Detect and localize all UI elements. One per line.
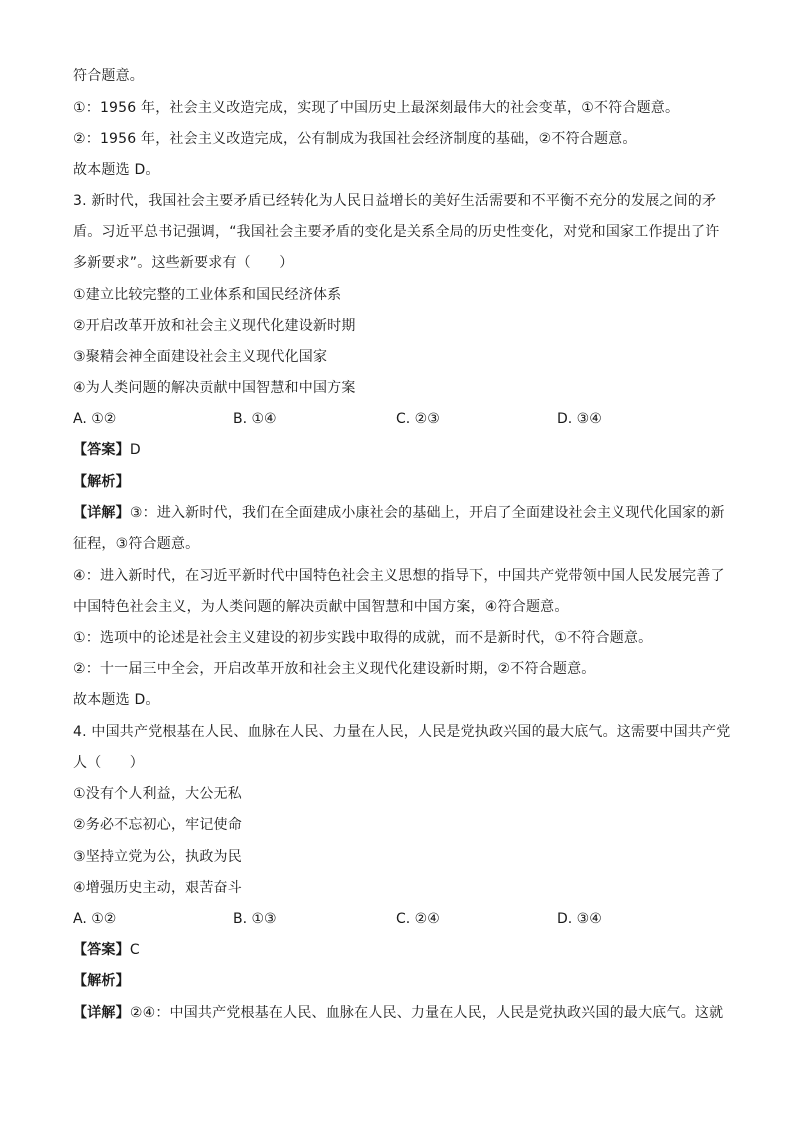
question-4-detail — [73, 1003, 723, 1023]
detail-label: 【详解】 — [73, 505, 130, 521]
answer-label: 【答案】 — [73, 942, 130, 958]
detail-label: 【详解】 — [73, 1005, 130, 1021]
question-3-item: ②开启改革开放和社会主义现代化建设新时期 — [73, 318, 356, 334]
question-3-item: ③聚精会神全面建设社会主义现代化国家 — [73, 349, 328, 365]
text-line: ②：十一届三中全会，开启改革开放和社会主义现代化建设新时期，②不符合题意。 — [73, 661, 596, 677]
question-3-stem: 盾。习近平总书记强调，“我国社会主要矛盾的变化是关系全局的历史性变化，对党和国家工作提出了许 — [73, 224, 720, 240]
question-3-stem: 多新要求”。这些新要求有（ ） — [73, 255, 294, 271]
question-4-item: ④增强历史主动，艰苦奋斗 — [73, 880, 242, 896]
question-4-item: ②务必不忘初心，牢记使命 — [73, 817, 242, 833]
detail-text: ③：进入新时代，我们在全面建成小康社会的基础上，开启了全面建设社会主义现代化国家的新 — [129, 505, 725, 521]
text-line: 故本题选 D。 — [73, 162, 160, 178]
question-4-option-d: D. ③④ — [557, 911, 602, 927]
question-4-option-b: B. ①③ — [233, 911, 277, 927]
text-line: ②：1956 年，社会主义改造完成，公有制成为我国社会经济制度的基础，②不符合题意。 — [73, 131, 637, 147]
question-4-item: ③坚持立党为公，执政为民 — [73, 849, 242, 865]
answer-label: 【答案】 — [73, 442, 130, 458]
text-line: ①：1956 年，社会主义改造完成，实现了中国历史上最深刻最伟大的社会变革，①不符合题意。 — [73, 100, 680, 116]
question-3-option-a: A. ①② — [73, 411, 117, 427]
question-3-answer — [73, 440, 141, 460]
answer-value: C — [129, 942, 140, 958]
detail-text: ②④：中国共产党根基在人民、血脉在人民、力量在人民，人民是党执政兴国的最大底气。这就 — [129, 1005, 724, 1021]
question-3-item: ①建立比较完整的工业体系和国民经济体系 — [73, 287, 342, 303]
question-3-stem: 3. 新时代，我国社会主要矛盾已经转化为人民日益增长的美好生活需要和不平衡不充分的发展之间的矛 — [73, 193, 717, 209]
question-3-option-c: C. ②③ — [396, 411, 440, 427]
question-4-stem: 4. 中国共产党根基在人民、血脉在人民、力量在人民，人民是党执政兴国的最大底气。这需要中国共产党 — [73, 724, 731, 740]
analysis-label: 【解析】 — [73, 973, 130, 989]
question-3-detail — [73, 503, 725, 523]
text-line: 符合题意。 — [73, 68, 144, 84]
question-3-option-d: D. ③④ — [557, 411, 602, 427]
analysis-label: 【解析】 — [73, 474, 130, 490]
text-line: 故本题选 D。 — [73, 692, 160, 708]
question-4-option-c: C. ②④ — [396, 911, 440, 927]
text-line: ①：选项中的论述是社会主义建设的初步实践中取得的成就，而不是新时代，①不符合题意。 — [73, 630, 653, 646]
text-line: 中国特色社会主义，为人类问题的解决贡献中国智慧和中国方案，④符合题意。 — [73, 599, 569, 615]
question-3-option-b: B. ①④ — [233, 411, 277, 427]
answer-value: D — [129, 442, 141, 458]
text-line: 征程，③符合题意。 — [73, 536, 200, 552]
question-3-item: ④为人类问题的解决贡献中国智慧和中国方案 — [73, 380, 356, 396]
question-4-stem: 人（ ） — [73, 755, 144, 771]
text-line: ④：进入新时代，在习近平新时代中国特色社会主义思想的指导下，中国共产党带领中国人民发展完善了 — [73, 568, 725, 584]
question-4-answer — [73, 940, 140, 960]
question-4-item: ①没有个人利益，大公无私 — [73, 786, 242, 802]
question-4-option-a: A. ①② — [73, 911, 117, 927]
